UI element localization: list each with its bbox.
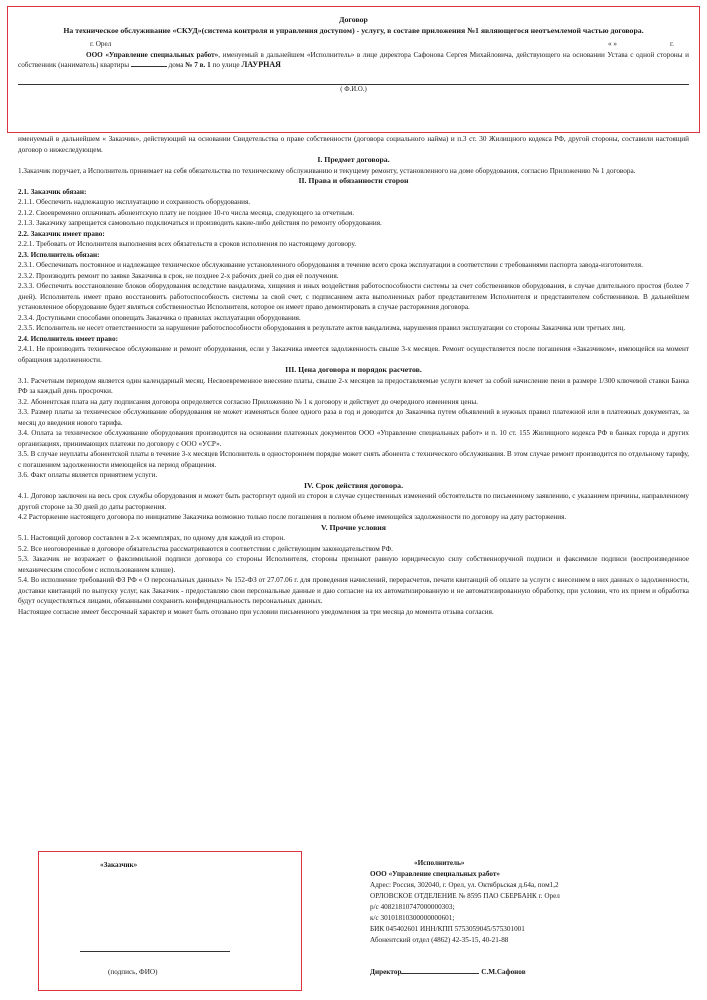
clause-4-1: 4.1. Договор заключен на весь срок службы оборудования и может быть расторгнут одной из сторон в случае существенных изменений обстоятельств по письменному заявлению, с указанием причины, направленному другой стороне за 30 дней до даты расторжения. xyxy=(18,492,689,511)
clause-4-2: 4.2 Расторжение настоящего договора по инициативе Заказчика возможно только после погашения в полном объеме имеющейся задолженности по договору на дату расторжения. xyxy=(18,513,567,521)
director-signature xyxy=(370,967,526,978)
section-4-title: IV. Срок действия договора. xyxy=(303,480,404,490)
executor-address: Адрес: Россия, 302040, г. Орел, ул. Октябрьская д.64а, пом1,2 xyxy=(370,881,559,889)
year-mark: г. xyxy=(670,40,674,48)
clause-5-5: Настоящее согласие имеет бессрочный характер и может быть отозвано при условии письменного уведомления за три месяца до момента отзыва согласия. xyxy=(18,607,494,616)
parties-text: , именуемый в дальнейшем «Исполнитель» в лице директора Сафонова Сергея Михайловича, действующего на основании Устава с одной стороны и собственник (наниматель) квартиры xyxy=(18,50,689,69)
clause-2-4-heading: 2.4. Исполнитель имеет право: xyxy=(18,334,118,343)
contract-subtitle: На техническое обслуживание «СКУД»(система контроля и управления доступом) - услугу, в составе приложения №1 являющегося неотъемлемой частью договора. xyxy=(63,25,644,35)
clause-5-4: 5.4. Во исполнение требований ФЗ РФ « О персональных данных» № 152-ФЗ от 27.07.06 г. для проведения начислений, перерасчетов, печати квитанций об оплате за услуги с внесением в них данных о задолженности, доставки квитанций по выпуску услуг, как Заказчик - предоставляю свои персональные данные и даю согласие на их автоматизированную и не автоматизированную обработку, при условии, что их прием и обработка будут осуществляться лицами, обязанными сохранить конфиденциальность персональных данных. xyxy=(18,576,689,605)
clause-5-2: 5.2. Все неоговоренные в договоре обязательства рассматриваются в соответствии с действующим законодательством РФ. xyxy=(18,544,393,553)
clause-2-2-heading: 2.2. Заказчик имеет право: xyxy=(18,229,105,238)
executor-title: «Исполнитель» xyxy=(414,859,465,867)
executor-bank: ОРЛОВСКОЕ ОТДЕЛЕНИЕ № 8595 ПАО СБЕРБАНК г. Орел xyxy=(370,892,560,900)
director-name: С.М.Сафонов xyxy=(481,968,526,976)
customer-title-text: «Заказчик» xyxy=(100,861,138,869)
clause-2-3-2: 2.3.2. Производить ремонт по заявке Заказчика в срок, не позднее 2-х рабочих дней со дня её получения. xyxy=(18,271,339,280)
intro-paragraph: именуемый в дальнейшем « Заказчик», действующий на основании Свидетельства о праве собственности (договора социального найма) и п.3 ст. 30 Жилищного кодекса РФ, другой стороны, составили настоящий договор о нижеследующем. xyxy=(18,135,689,154)
director-label: Директор xyxy=(370,968,402,976)
customer-highlight-frame xyxy=(38,851,302,991)
clause-2-3-5: 2.3.5. Исполнитель не несет ответственности за нарушение работоспособности оборудования в результате актов вандализма, нарушения правил эксплуатации со стороны Заказчика или третьих лиц. xyxy=(18,324,626,332)
customer-sign-hint: (подпись, ФИО) xyxy=(108,968,158,976)
section-1-title: I. Предмет договора. xyxy=(317,155,390,164)
clause-1: 1.Заказчик поручает, а Исполнитель принимает на себя обязательства по техническому обслуживанию и текущему ремонту, установленного на доме оборудования, согласно Приложению № 1 договора. xyxy=(18,166,636,175)
executor-rs: р/с 40821810747000000303; xyxy=(370,903,455,911)
customer-title xyxy=(100,860,137,871)
customer-signature-line xyxy=(80,951,230,952)
clause-2-1-heading: 2.1. Заказчик обязан: xyxy=(18,187,87,196)
clause-2-3-3: 2.3.3. Обеспечить восстановление блоков оборудования вследствие вандализма, хищения и иных воздействия работоспособности системы за счет собственников оборудования, в случае длительного простоя (более 7 дней). Исполнитель имеет право восстановить работоспособность системы за свой счет, с подписанием акта выполненных работ представителем Исполнителя и представителем собственников. В дальнейшем установленное оборудование будет являться собственностью Исполнителя, которое он имеет право демонтировать в случае расторжения договора. xyxy=(18,282,689,311)
clause-2-3-heading: 2.3. Исполнитель обязан: xyxy=(18,250,100,259)
contract-body xyxy=(18,134,689,617)
house-label: дома xyxy=(168,61,184,69)
fio-hint: ( Ф.И.О.) xyxy=(340,85,367,93)
section-2-title: II. Права и обязанности сторон xyxy=(298,176,409,185)
city: г. Орел xyxy=(90,40,112,48)
contract-title: Договор xyxy=(339,15,368,24)
street-name: ЛАУРНАЯ xyxy=(241,60,281,69)
date-mark: « » xyxy=(608,40,617,48)
clause-5-1: 5.1. Настоящий договор составлен в 2-х экземплярах, по одному для каждой из сторон. xyxy=(18,534,285,542)
clause-3-3: 3.3. Размер платы за техническое обслуживание оборудования не может изменяться более одного раза в год и доводится до Заказчика путем объявлений в нужных правил платежной или в платежных документах, за месяц до введения нового тарифа. xyxy=(18,408,689,427)
clause-3-1: 3.1. Расчетным периодом является один календарный месяц. Несвоевременное внесение платы, свыше 2-х месяцев за предоставляемые услуги влечет за собой начисление пени в размере 1/300 ключевой ставки Банка РФ за каждый день просрочки. xyxy=(18,376,689,395)
clause-3-2: 3.2. Абонентская плата на дату подписания договора определяется согласно Приложению № 1 к договору и действует до очередного изменения цены. xyxy=(18,397,478,406)
executor-name: ООО «Управление специальных работ» xyxy=(86,50,219,59)
clause-2-2-1: 2.2.1. Требовать от Исполнителя выполнения всех обязательств в сроков исполнения по настоящему договору. xyxy=(18,240,357,248)
section-5-title: V. Прочие условия xyxy=(320,522,387,532)
clause-2-3-4: 2.3.4. Доступными способами оповещать Заказчика о правилах эксплуатации оборудования. xyxy=(18,313,301,322)
house-number: № 7 в. 1 xyxy=(185,61,211,69)
executor-bik: БИК 045402601 ИНН/КПП 5753059045/575301001 xyxy=(370,925,525,933)
header-highlight-frame xyxy=(7,6,700,133)
executor-phone: Абонентский отдел (4862) 42-35-15, 40-21-88 xyxy=(370,936,509,944)
director-signature-line xyxy=(401,973,479,974)
section-3-title: III. Цена договора и порядок расчетов. xyxy=(285,365,422,374)
executor-details xyxy=(370,858,690,946)
executor-ks: к/с 30101810300000000601; xyxy=(370,914,455,922)
clause-3-4: 3.4. Оплата за техническое обслуживание оборудования производится на основании платежных документов ООО «Управление специальных работ» и п. 10 ст. 155 Жилищного кодекса РФ в банках города и других организациях, принимающих платежи по договору с ООО «УСР». xyxy=(18,429,689,448)
clause-2-3-1: 2.3.1. Обеспечивать постоянное и надлежащее техническое обслуживание установленного оборудования в течение всего срока эксплуатации в соответствии с требованиями паспорта завода-изготовителя. xyxy=(18,261,643,269)
clause-3-5: 3.5. В случае неуплаты абонентской платы в течение 3-х месяцев Исполнитель в одностороннем порядке может снять абонента с технического обслуживания. В этом случае ремонт производится по отдельному тарифу, с погашением задолженности имеющейся на период обращения. xyxy=(18,450,689,469)
clause-3-6: 3.6. Факт оплаты является принятием услуги. xyxy=(18,471,158,479)
executor-company: ООО «Управление специальных работ» xyxy=(370,870,501,878)
street-prefix: по улице xyxy=(212,61,240,69)
clause-2-1-1: 2.1.1. Обеспечить надлежащую эксплуатацию и сохранность оборудования. xyxy=(18,198,251,206)
clause-2-1-2: 2.1.2. Своевременно оплачивать абонентскую плату не позднее 10-го числа месяца, следующего за отчетным. xyxy=(18,208,355,217)
clause-2-4-1: 2.4.1. Не производить техническое обслуживание и ремонт оборудования, если у Заказчика имеется задолженность свыше 3-х месяцев. Ремонт осуществляется после погашения «Заказчиком», имеющейся на момент обращения задолженности. xyxy=(18,345,689,364)
clause-2-1-3: 2.1.3. Заказчику запрещается самовольно подключаться и производить какие-либо действия по ремонту оборудования. xyxy=(18,219,382,227)
clause-5-3: 5.3. Заказчик не возражает о факсимильной подписи договора со стороны Исполнителя, стороны признают равную юридическую силу собственноручной подписи и факсимиле подписи (воспроизведенное механическим способом с использованием клише). xyxy=(18,555,689,574)
